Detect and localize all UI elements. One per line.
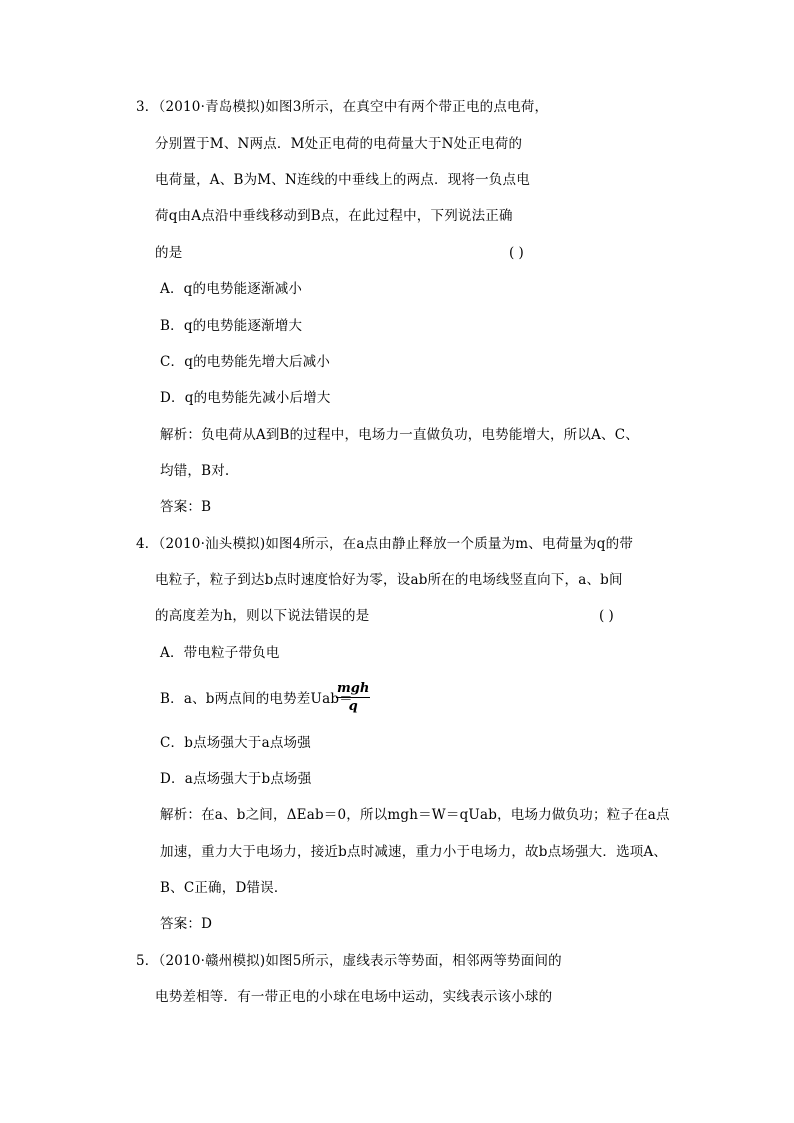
q4-analysis-2: 加速，重力大于电场力，接近b点时减速，重力小于电场力，故b点场强大．选项A、 (160, 844, 668, 860)
q4-analysis-1: 解析：在a、b之间，ΔEab＝0，所以mgh＝W＝qUab，电场力做负功；粒子在a点 (160, 807, 670, 823)
q3-option-a: A．q的电势能逐渐减小 (160, 281, 303, 297)
q4-analysis-3: B、C正确，D错误． (160, 880, 288, 896)
q4-option-a: A．带电粒子带负电 (160, 645, 280, 661)
q3-line-1: 3．（2010·青岛模拟)如图3所示，在真空中有两个带正电的点电荷， (136, 99, 549, 115)
q3-analysis-2: 均错，B对. (160, 463, 230, 479)
q3-option-d: D．q的电势能先减小后增大 (160, 390, 331, 406)
q4-option-d: D．a点场强大于b点场强 (160, 771, 312, 787)
q3-line-3: 电荷量，A、B为M、N连线的中垂线上的两点．现将一负点电 (155, 172, 530, 188)
q3-line-5: 的是 (155, 245, 183, 261)
q4-option-c: C．b点场强大于a点场强 (160, 735, 311, 751)
q4-line-1: 4．（2010·汕头模拟)如图4所示，在a点由静止释放一个质量为m、电荷量为q的带 (136, 536, 634, 552)
fraction-numerator: mgh (337, 681, 370, 696)
q3-line-2: 分别置于M、N两点．M处正电荷的电荷量大于N处正电荷的 (155, 136, 523, 152)
q3-option-b: B．q的电势能逐渐增大 (160, 318, 303, 334)
q3-answer-blank: ( ) (509, 245, 524, 261)
q3-option-c: C．q的电势能先增大后减小 (160, 354, 331, 370)
q3-answer: 答案：B (160, 499, 212, 515)
q4-answer-blank: ( ) (599, 608, 614, 624)
q5-line-2: 电势差相等．有一带正电的小球在电场中运动，实线表示该小球的 (155, 989, 553, 1005)
q4-line-2: 电粒子，粒子到达b点时速度恰好为零，设ab所在的电场线竖直向下，a、b间 (155, 572, 623, 588)
q4-option-b: B．a、b两点间的电势差Uab＝ (160, 691, 353, 707)
q4-answer: 答案：D (160, 916, 213, 932)
q4-option-b-fraction (335, 682, 371, 713)
fraction-bar (336, 697, 370, 698)
q3-line-4: 荷q由A点沿中垂线移动到B点，在此过程中，下列说法正确 (155, 208, 513, 224)
fraction-denominator: q (348, 699, 358, 714)
q4-line-3: 的高度差为h，则以下说法错误的是 (155, 608, 370, 624)
q5-line-1: 5．（2010·赣州模拟)如图5所示，虚线表示等势面，相邻两等势面间的 (136, 953, 562, 969)
q3-analysis-1: 解析：负电荷从A到B的过程中，电场力一直做负功，电势能增大，所以A、C、 (160, 427, 639, 443)
